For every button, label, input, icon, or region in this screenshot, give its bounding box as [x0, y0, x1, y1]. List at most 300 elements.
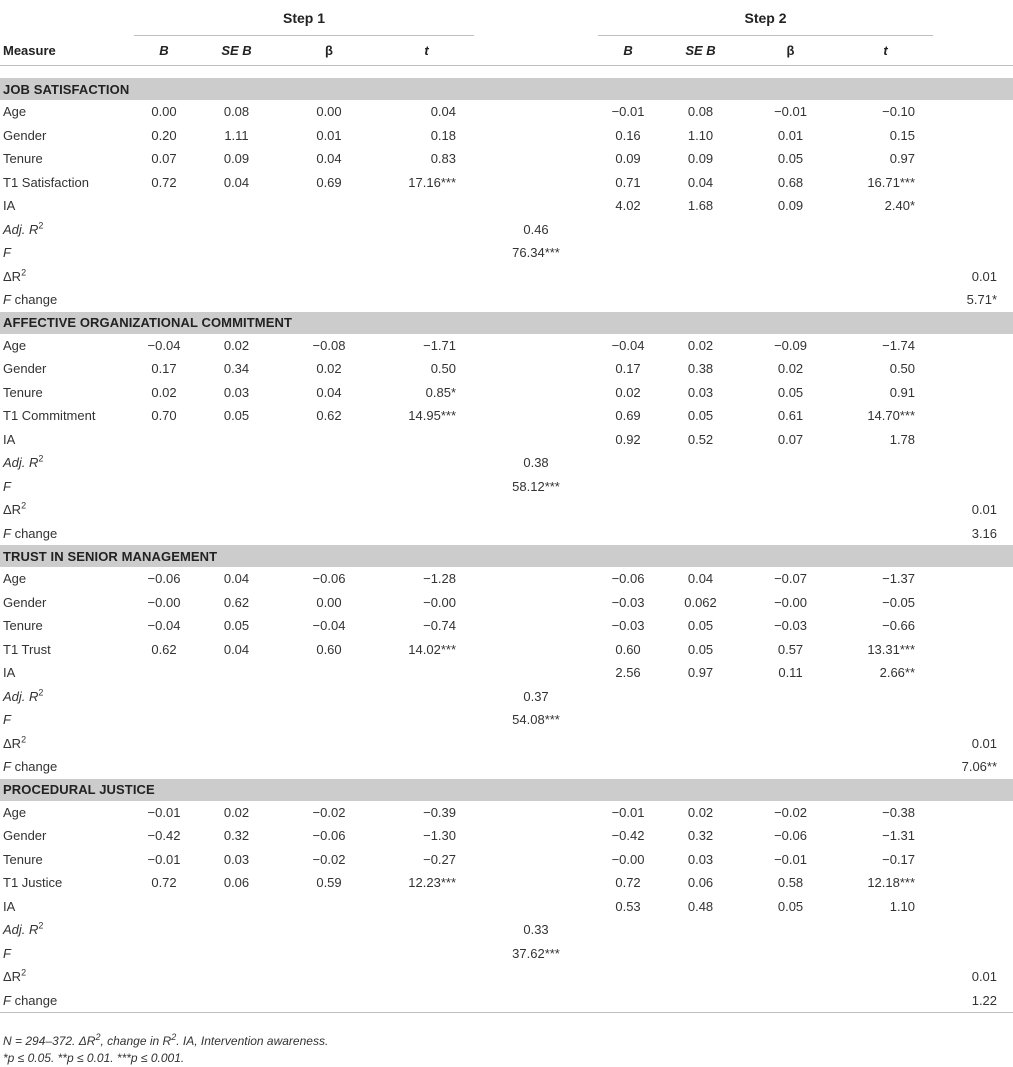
empty-cell — [379, 451, 474, 475]
delta-r2-text: ΔR — [3, 268, 22, 284]
step1-cell: 0.62 — [151, 641, 177, 657]
empty-cell — [134, 241, 194, 265]
empty-cell — [598, 965, 658, 989]
table-row — [0, 124, 1013, 148]
gap-cell — [474, 124, 598, 148]
step2-cell: −0.04 — [611, 337, 645, 353]
table-row — [0, 100, 1013, 124]
col-header-beta-1: β — [325, 43, 333, 58]
empty-cell — [598, 755, 658, 779]
empty-cell — [279, 732, 379, 756]
empty-cell — [933, 241, 1013, 265]
empty-cell — [134, 942, 194, 966]
empty-cell — [658, 288, 743, 312]
step1-cell: 0.50 — [430, 361, 457, 377]
step2-cell: 0.32 — [687, 828, 714, 844]
end-cell — [933, 428, 1013, 452]
step1-cell: −1.28 — [423, 571, 457, 587]
adj-r2-label — [0, 218, 134, 242]
end-cell — [933, 895, 1013, 919]
empty-cell — [194, 755, 279, 779]
end-cell — [933, 801, 1013, 825]
f-label — [0, 708, 134, 732]
step2-cell: 0.05 — [777, 898, 804, 914]
delta-r2-sup: 2 — [21, 967, 27, 978]
empty-cell — [194, 498, 279, 522]
delta-r2-value: 0.01 — [971, 735, 998, 751]
adj-r2-label-sup: 2 — [38, 920, 44, 931]
empty-cell — [134, 265, 194, 289]
section-title: JOB SATISFACTION — [0, 78, 1013, 100]
section-header — [0, 312, 1013, 334]
step1-cell: 0.05 — [223, 408, 250, 424]
empty-cell — [379, 218, 474, 242]
step2-cell: −0.02 — [774, 804, 807, 820]
adj-r2-label-text: Adj. R — [3, 688, 39, 704]
delta-r2-row — [0, 498, 1013, 522]
step1-cell: −0.04 — [147, 618, 181, 634]
empty-cell — [379, 241, 474, 265]
row-label: Tenure — [3, 151, 43, 167]
step1-cell: 14.02*** — [408, 641, 457, 657]
step1-cell: 0.04 — [223, 641, 250, 657]
step1-cell: 0.69 — [316, 174, 342, 190]
f-value: 58.12*** — [512, 478, 560, 494]
f-change-label-text: F — [3, 292, 11, 308]
empty-cell — [379, 942, 474, 966]
empty-cell — [379, 685, 474, 709]
table-body — [0, 66, 1013, 1013]
row-label: Tenure — [3, 618, 43, 634]
step1-cell: 0.02 — [151, 384, 177, 400]
empty-cell — [194, 732, 279, 756]
empty-cell — [474, 498, 598, 522]
adj-r2-label-sup: 2 — [38, 687, 44, 698]
f-change-label-rest: change — [10, 525, 58, 541]
step2-cell: 0.38 — [687, 361, 714, 377]
adj-r2-label — [0, 451, 134, 475]
step1-cell: 17.16*** — [408, 174, 457, 190]
step2-cell: 0.03 — [687, 384, 714, 400]
step-header-blank — [0, 0, 134, 36]
empty-cell — [194, 451, 279, 475]
step1-cell: 0.72 — [151, 174, 177, 190]
measure-header: Measure — [3, 42, 56, 58]
step2-cell: 12.18*** — [867, 875, 916, 891]
step2-cell: 0.05 — [687, 618, 714, 634]
step2-cell: 0.09 — [687, 151, 714, 167]
step2-cell: 0.05 — [777, 151, 804, 167]
row-label: IA — [3, 431, 16, 447]
empty-cell — [134, 732, 194, 756]
adj-r2-label-sup: 2 — [38, 453, 44, 464]
step2-cell: −0.03 — [774, 618, 807, 634]
empty-cell — [598, 498, 658, 522]
f-change-value: 3.16 — [971, 525, 998, 541]
section-title: AFFECTIVE ORGANIZATIONAL COMMITMENT — [0, 312, 1013, 334]
step1-cell: 0.59 — [316, 875, 342, 891]
empty-cell — [194, 685, 279, 709]
empty-cell — [743, 265, 838, 289]
empty-cell — [658, 942, 743, 966]
col-header-gap — [474, 36, 598, 66]
col-header-end — [933, 36, 1013, 66]
step2-cell: 2.66** — [879, 665, 916, 681]
step1-cell — [134, 194, 194, 218]
gap-cell — [474, 100, 598, 124]
delta-r2-text: ΔR — [3, 502, 22, 518]
row-label: Age — [3, 104, 27, 120]
step1-cell: 0.04 — [430, 104, 457, 120]
empty-cell — [474, 522, 598, 546]
empty-cell — [838, 708, 933, 732]
step2-cell: −0.09 — [774, 337, 807, 353]
table-row — [0, 194, 1013, 218]
empty-cell — [279, 218, 379, 242]
step2-cell: 0.50 — [889, 361, 916, 377]
step1-cell: −0.00 — [423, 594, 457, 610]
f-change-label-rest: change — [10, 992, 58, 1008]
step1-cell: 14.95*** — [408, 408, 457, 424]
step1-cell: 0.00 — [151, 104, 177, 120]
row-label: Gender — [3, 361, 47, 377]
step-header-blank-end — [933, 0, 1013, 36]
step2-cell: −0.17 — [882, 851, 916, 867]
empty-cell — [474, 732, 598, 756]
footnote-line-1 — [3, 1033, 328, 1050]
footnote-text-b: , change in R — [100, 1034, 172, 1048]
empty-cell — [838, 265, 933, 289]
section-title: TRUST IN SENIOR MANAGEMENT — [0, 545, 1013, 567]
step2-cell: 0.02 — [687, 337, 714, 353]
end-cell — [933, 614, 1013, 638]
col-header-seb-1: SE B — [221, 43, 252, 58]
f-label-text: F — [3, 478, 11, 494]
step1-cell: 0.00 — [316, 594, 342, 610]
empty-cell — [279, 918, 379, 942]
empty-cell — [379, 265, 474, 289]
empty-cell — [743, 241, 838, 265]
empty-cell — [598, 451, 658, 475]
adj-r2-value: 0.33 — [523, 922, 549, 938]
delta-r2-label — [0, 498, 134, 522]
table-row — [0, 638, 1013, 662]
step2-cell: 0.11 — [778, 665, 803, 681]
step2-cell: −0.00 — [774, 594, 807, 610]
empty-cell — [474, 755, 598, 779]
col-header-t-2: t — [883, 43, 888, 58]
step2-cell: 0.58 — [777, 875, 804, 891]
empty-cell — [838, 522, 933, 546]
table-row — [0, 171, 1013, 195]
step2-cell: 0.57 — [777, 641, 804, 657]
empty-cell — [194, 218, 279, 242]
row-label: Gender — [3, 127, 47, 143]
step1-cell: 0.70 — [151, 408, 177, 424]
delta-r2-value: 0.01 — [971, 969, 998, 985]
empty-cell — [279, 989, 379, 1013]
step2-cell: 0.16 — [615, 127, 641, 143]
gap-cell — [474, 638, 598, 662]
empty-cell — [279, 288, 379, 312]
col-header-b-1: B — [159, 43, 169, 58]
empty-cell — [658, 989, 743, 1013]
f-change-label-text: F — [3, 525, 11, 541]
step2-cell: −0.03 — [611, 594, 645, 610]
step2-cell: 0.71 — [615, 174, 641, 190]
gap-cell — [474, 661, 598, 685]
step1-cell — [194, 194, 279, 218]
empty-cell — [194, 708, 279, 732]
table-row — [0, 848, 1013, 872]
step1-cell: 0.05 — [223, 618, 250, 634]
f-label — [0, 475, 134, 499]
f-change-row — [0, 989, 1013, 1013]
delta-r2-label — [0, 265, 134, 289]
col-header-beta-2: β — [786, 43, 795, 58]
end-cell — [933, 194, 1013, 218]
step1-cell — [379, 428, 474, 452]
step2-cell: 1.78 — [889, 431, 916, 447]
delta-r2-sup: 2 — [21, 500, 27, 511]
empty-cell — [474, 989, 598, 1013]
f-change-label-text: F — [3, 759, 11, 775]
empty-cell — [194, 241, 279, 265]
step2-cell: 2.40* — [884, 198, 916, 214]
step2-header: Step 2 — [598, 0, 933, 36]
f-change-label — [0, 522, 134, 546]
table-row — [0, 147, 1013, 171]
step1-cell — [194, 895, 279, 919]
row-label: T1 Justice — [3, 875, 63, 891]
empty-cell — [838, 755, 933, 779]
step2-cell: 0.53 — [615, 898, 641, 914]
empty-cell — [194, 942, 279, 966]
row-label: Gender — [3, 594, 47, 610]
delta-r2-row — [0, 265, 1013, 289]
table-footnote — [3, 1033, 328, 1067]
step1-cell: 0.04 — [223, 571, 250, 587]
gap-cell — [474, 848, 598, 872]
step1-cell: 0.18 — [430, 127, 457, 143]
end-cell — [933, 824, 1013, 848]
f-label-text: F — [3, 712, 11, 728]
empty-cell — [838, 965, 933, 989]
adj-r2-label-text: Adj. R — [3, 455, 39, 471]
end-cell — [933, 147, 1013, 171]
adj-r2-label-text: Adj. R — [3, 221, 39, 237]
empty-cell — [838, 498, 933, 522]
step1-cell: 12.23*** — [408, 875, 457, 891]
f-change-label — [0, 755, 134, 779]
step2-cell: 0.02 — [687, 804, 714, 820]
gap-cell — [474, 871, 598, 895]
table-row — [0, 801, 1013, 825]
empty-cell — [474, 288, 598, 312]
step1-cell: −0.04 — [312, 618, 346, 634]
empty-cell — [933, 918, 1013, 942]
step1-cell: 0.72 — [151, 875, 177, 891]
gap-cell — [474, 357, 598, 381]
f-change-value: 1.22 — [933, 989, 1013, 1013]
empty-cell — [598, 918, 658, 942]
step2-cell: −0.06 — [611, 571, 645, 587]
step1-cell: 1.11 — [224, 127, 249, 143]
step1-cell: −0.27 — [423, 851, 457, 867]
step2-cell: 0.07 — [777, 431, 804, 447]
footnote-text-a: N = 294–372. ΔR — [3, 1034, 96, 1048]
empty-cell — [379, 965, 474, 989]
adj-r2-label-sup: 2 — [38, 220, 44, 231]
empty-cell — [658, 732, 743, 756]
step2-cell: −0.07 — [774, 571, 807, 587]
step2-cell: 0.06 — [687, 875, 714, 891]
step2-cell: 13.31*** — [867, 641, 916, 657]
empty-cell — [838, 732, 933, 756]
adj-r2-label — [0, 918, 134, 942]
empty-cell — [279, 451, 379, 475]
step1-cell: 0.04 — [223, 174, 250, 190]
empty-cell — [598, 942, 658, 966]
empty-cell — [838, 451, 933, 475]
gap-cell — [474, 194, 598, 218]
delta-r2-row — [0, 732, 1013, 756]
step2-cell: −0.38 — [882, 804, 916, 820]
f-change-row — [0, 288, 1013, 312]
empty-cell — [598, 685, 658, 709]
gap-cell — [474, 824, 598, 848]
empty-cell — [743, 942, 838, 966]
step1-cell: −0.02 — [312, 804, 346, 820]
step2-cell: −0.66 — [882, 618, 916, 634]
end-cell — [933, 334, 1013, 358]
step2-cell: 0.68 — [777, 174, 804, 190]
step-header-gap — [474, 0, 598, 36]
step1-cell — [379, 661, 474, 685]
adj-r2-row — [0, 918, 1013, 942]
delta-r2-sup: 2 — [21, 734, 27, 745]
step1-cell: 0.85* — [425, 384, 457, 400]
empty-cell — [194, 989, 279, 1013]
gap-cell — [474, 567, 598, 591]
gap-cell — [474, 334, 598, 358]
end-cell — [933, 871, 1013, 895]
row-label: IA — [3, 898, 16, 914]
step1-cell: 0.03 — [223, 851, 250, 867]
step2-cell: 0.08 — [687, 104, 714, 120]
empty-cell — [134, 218, 194, 242]
empty-cell — [279, 708, 379, 732]
step1-cell: 0.02 — [223, 804, 250, 820]
f-label-text: F — [3, 945, 11, 961]
empty-cell — [379, 522, 474, 546]
footnote-sup-1: 2 — [95, 1032, 101, 1042]
delta-r2-sup: 2 — [21, 267, 27, 278]
table-row — [0, 871, 1013, 895]
end-cell — [933, 638, 1013, 662]
adj-r2-row — [0, 218, 1013, 242]
gap-cell — [474, 614, 598, 638]
empty-cell — [598, 522, 658, 546]
step2-cell: −1.74 — [882, 337, 916, 353]
end-cell — [933, 848, 1013, 872]
empty-cell — [933, 475, 1013, 499]
step2-cell: 0.062 — [684, 594, 717, 610]
empty-cell — [134, 522, 194, 546]
empty-cell — [598, 989, 658, 1013]
empty-cell — [743, 755, 838, 779]
empty-cell — [194, 918, 279, 942]
row-label: Gender — [3, 828, 47, 844]
empty-cell — [279, 685, 379, 709]
step2-cell: −0.01 — [774, 851, 807, 867]
empty-cell — [658, 918, 743, 942]
step1-cell: −0.00 — [147, 594, 181, 610]
step2-cell: 0.05 — [687, 408, 714, 424]
table-row — [0, 404, 1013, 428]
gap-cell — [474, 404, 598, 428]
empty-cell — [743, 918, 838, 942]
empty-cell — [279, 522, 379, 546]
empty-cell — [279, 475, 379, 499]
empty-cell — [134, 475, 194, 499]
empty-cell — [838, 989, 933, 1013]
empty-cell — [279, 942, 379, 966]
step1-cell — [194, 428, 279, 452]
empty-cell — [838, 218, 933, 242]
step1-cell: 0.62 — [316, 408, 342, 424]
step2-cell: 0.02 — [615, 384, 641, 400]
step2-cell: 0.01 — [777, 127, 804, 143]
step2-cell: 0.15 — [889, 127, 916, 143]
empty-cell — [743, 498, 838, 522]
empty-cell — [658, 475, 743, 499]
end-cell — [933, 100, 1013, 124]
step1-cell — [134, 895, 194, 919]
row-label: Age — [3, 571, 27, 587]
adj-r2-row — [0, 685, 1013, 709]
empty-cell — [598, 265, 658, 289]
step2-cell: 0.60 — [615, 641, 641, 657]
empty-cell — [379, 755, 474, 779]
empty-cell — [379, 918, 474, 942]
step1-cell: −0.01 — [147, 804, 181, 820]
f-value: 37.62*** — [512, 945, 560, 961]
empty-cell — [379, 708, 474, 732]
step1-cell: 0.83 — [430, 151, 457, 167]
empty-cell — [743, 451, 838, 475]
step1-cell: 0.08 — [223, 104, 250, 120]
adj-r2-value: 0.46 — [523, 221, 549, 237]
end-cell — [933, 381, 1013, 405]
step2-cell: 1.68 — [687, 198, 714, 214]
step1-cell: 0.06 — [223, 875, 250, 891]
empty-cell — [933, 708, 1013, 732]
step1-cell: −1.30 — [423, 828, 457, 844]
step1-cell: −0.06 — [147, 571, 181, 587]
empty-cell — [658, 708, 743, 732]
adj-r2-value: 0.38 — [523, 455, 549, 471]
empty-cell — [838, 241, 933, 265]
f-change-value: 7.06** — [961, 759, 998, 775]
delta-r2-value: 0.01 — [971, 268, 998, 284]
empty-cell — [134, 755, 194, 779]
end-cell — [933, 404, 1013, 428]
section-header — [0, 545, 1013, 567]
f-label-text: F — [3, 245, 11, 261]
step2-cell: 4.02 — [615, 198, 641, 214]
empty-cell — [279, 965, 379, 989]
